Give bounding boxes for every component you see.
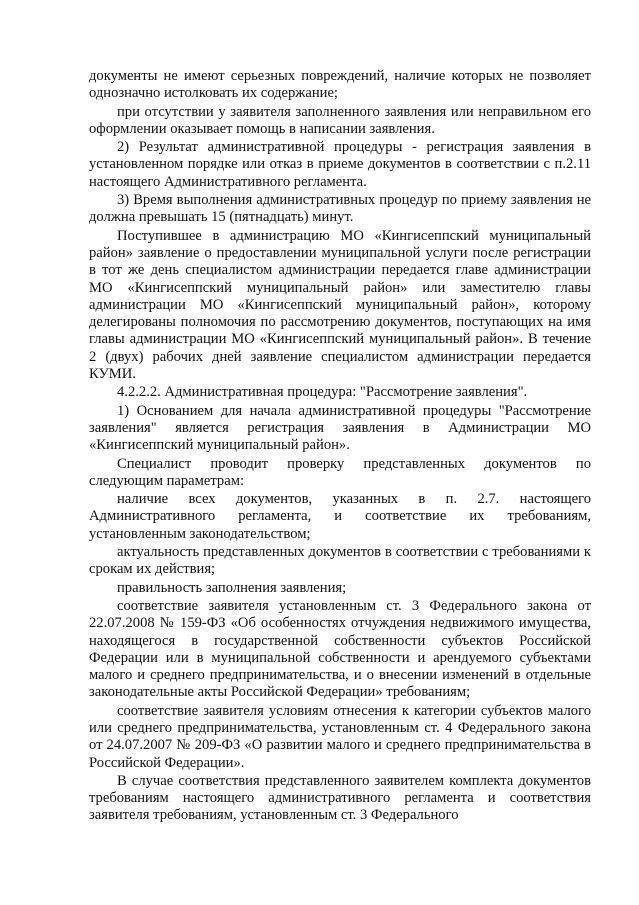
paragraph-basis: 1) Основанием для начала административной процедуры "Рассмотрение заявления" является регистрация заявления в Администрации МО «Кингисеппский муниципальный район». bbox=[89, 402, 591, 454]
paragraph-result: 2) Результат административной процедуры - регистрация заявления в установленном порядке или отказ в приеме документов в соответствии с п.2.11 настоящего Административного регламента. bbox=[89, 139, 591, 190]
paragraph-assistance: при отсутствии у заявителя заполненного заявления или неправильном его оформлении оказывает помощь в написании заявления. bbox=[89, 103, 591, 137]
paragraph-check-law-159: соответствие заявителя установленным ст. 3 Федерального закона от 22.07.2008 № 159-ФЗ «Об особенностях отчуждения недвижимого имущества, находящегося в государственной собственности субъектов Российской Федерации или в муниципальной собственности и арендуемого субъектами малого и среднего предпринимательства, и о внесении изменений в отдельные законодательные акты Российской Федерации» требованиям; bbox=[89, 597, 591, 701]
paragraph-time-limit: 3) Время выполнения административных процедур по приему заявления не должна превышать 15 (пятнадцать) минут. bbox=[89, 192, 591, 226]
paragraph-continuation: документы не имеют серьезных повреждений, наличие которых не позволяет однозначно истолковать их содержание; bbox=[89, 68, 591, 102]
paragraph-section-heading: 4.2.2.2. Административная процедура: "Рассмотрение заявления". bbox=[117, 384, 528, 401]
paragraph-check-filling: правильность заполнения заявления; bbox=[117, 579, 347, 596]
paragraph-check-completeness: наличие всех документов, указанных в п. 2.7. настоящего Административного регламента, и соответствие их требованиям, установленным законодательством; bbox=[89, 491, 591, 542]
paragraph-check-validity: актуальность представленных документов в соответствии с требованиями к срокам их действия; bbox=[89, 544, 591, 578]
paragraph-check-intro: Специалист проводит проверку представленных документов по следующим параметрам: bbox=[89, 455, 591, 489]
paragraph-conformity: В случае соответствия представленного заявителем комплекта документов требованиям настоящего административного регламента и соответствия заявителя требованиям, установленным ст. 3 Федерального bbox=[89, 772, 591, 824]
document-body bbox=[89, 68, 591, 825]
paragraph-forwarding: Поступившее в администрацию МО «Кингисеппский муниципальный район» заявление о предоставлении муниципальной услуги после регистрации в тот же день специалистом администрации передается главе администрации МО «Кингисеппский муниципальный район» или заместителю главы администрации МО «Кингисеппский муниципальный район», которому делегированы полномочия по рассмотрению документов, поступающих на имя главы администрации МО «Кингисеппский муниципальный район». В течение 2 (двух) рабочих дней заявление специалистом администрации передается КУМИ. bbox=[89, 227, 591, 383]
paragraph-check-law-209: соответствие заявителя условиям отнесения к категории субъектов малого или среднего предпринимательства, установленным ст. 4 Федерального закона от 24.07.2007 № 209-ФЗ «О развитии малого и среднего предпринимательства в Российской Федерации». bbox=[89, 702, 591, 771]
